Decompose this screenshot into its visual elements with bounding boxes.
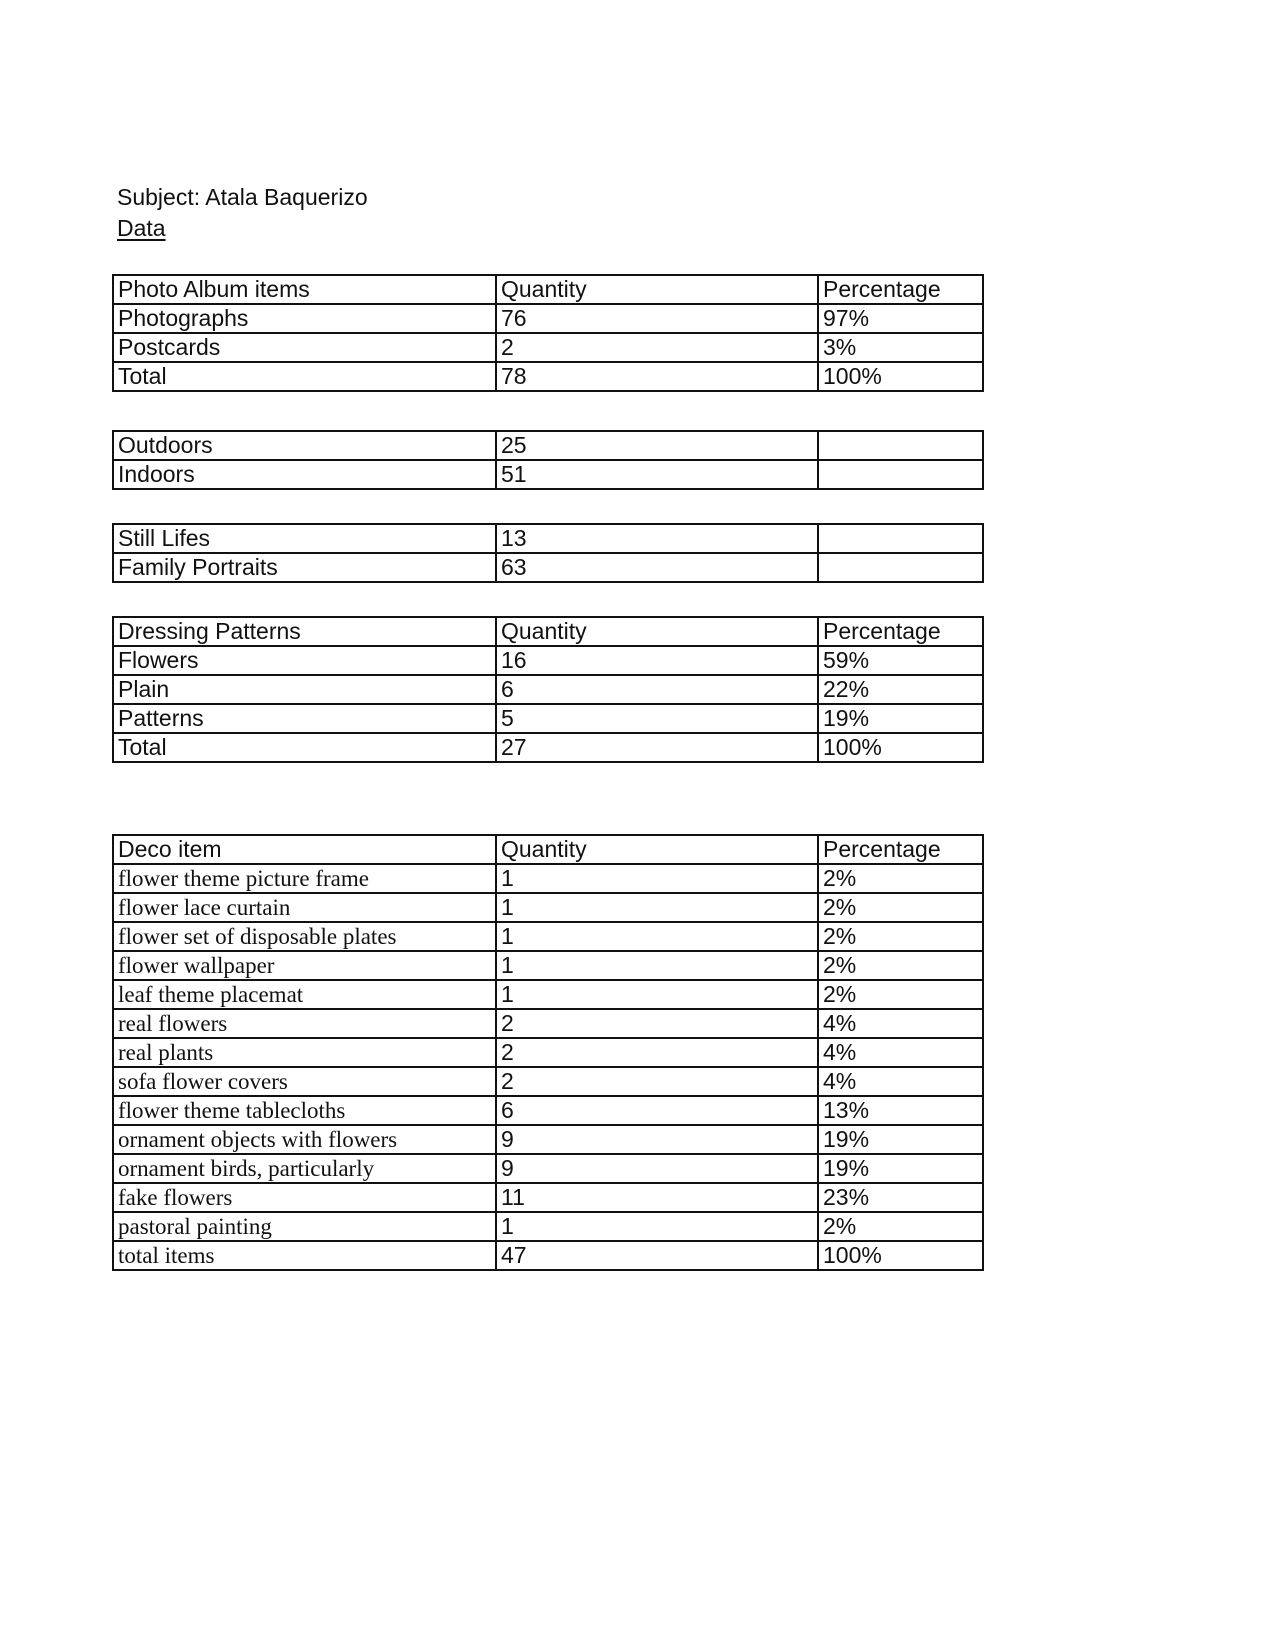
table-cell: 19% (818, 704, 983, 733)
table-cell: leaf theme placemat (113, 980, 496, 1009)
table-row (113, 333, 983, 362)
table-header-row (113, 835, 983, 864)
subject-line: Subject: Atala Baquerizo (117, 184, 368, 210)
table-cell: 4% (818, 1009, 983, 1038)
table-row (113, 980, 983, 1009)
table-cell: Total (113, 733, 496, 762)
table-cell: 2% (818, 1212, 983, 1241)
table-header-row (113, 617, 983, 646)
table-cell: Postcards (113, 333, 496, 362)
table-cell: real plants (113, 1038, 496, 1067)
table-cell: Plain (113, 675, 496, 704)
table-row (113, 675, 983, 704)
table-cell: Patterns (113, 704, 496, 733)
table-cell: flower wallpaper (113, 951, 496, 980)
table-cell: 100% (818, 1241, 983, 1270)
table-cell: 22% (818, 675, 983, 704)
table-cell: flower set of disposable plates (113, 922, 496, 951)
table-row (113, 1212, 983, 1241)
table-cell: 76 (496, 304, 818, 333)
table-cell: 2 (496, 1067, 818, 1096)
table-cell: 9 (496, 1154, 818, 1183)
data-heading: Data (117, 215, 166, 241)
table-cell: 100% (818, 362, 983, 391)
table-cell: total items (113, 1241, 496, 1270)
table-cell: 51 (496, 460, 818, 489)
header-cell: Quantity (496, 835, 818, 864)
table-cell: Family Portraits (113, 553, 496, 582)
table-cell: 19% (818, 1125, 983, 1154)
table-cell: flower theme picture frame (113, 864, 496, 893)
table-row (113, 1241, 983, 1270)
table-cell: ornament birds, particularly (113, 1154, 496, 1183)
table-cell: 13% (818, 1096, 983, 1125)
table-cell: Photographs (113, 304, 496, 333)
table-row (113, 362, 983, 391)
header-cell: Photo Album items (113, 275, 496, 304)
table-cell: Indoors (113, 460, 496, 489)
table-row (113, 733, 983, 762)
header-cell: Percentage (818, 275, 983, 304)
document-header (117, 182, 368, 244)
table-row (113, 646, 983, 675)
table-cell: 1 (496, 951, 818, 980)
table-cell: 27 (496, 733, 818, 762)
header-cell: Quantity (496, 617, 818, 646)
table-cell (818, 431, 983, 460)
table-cell: 4% (818, 1038, 983, 1067)
table-cell: 1 (496, 980, 818, 1009)
table-cell (818, 524, 983, 553)
table-cell: 6 (496, 675, 818, 704)
table-cell: 4% (818, 1067, 983, 1096)
table-row (113, 524, 983, 553)
table-row (113, 922, 983, 951)
dressing-patterns-table (112, 616, 984, 763)
table-cell: Flowers (113, 646, 496, 675)
table-cell: 59% (818, 646, 983, 675)
table-cell: 47 (496, 1241, 818, 1270)
table-cell: fake flowers (113, 1183, 496, 1212)
table-row (113, 1009, 983, 1038)
table-cell: 2% (818, 980, 983, 1009)
table-cell: Total (113, 362, 496, 391)
table-cell: Outdoors (113, 431, 496, 460)
table-row (113, 1125, 983, 1154)
table-cell: 6 (496, 1096, 818, 1125)
genre-table (112, 523, 984, 583)
table-row (113, 553, 983, 582)
table-row (113, 1154, 983, 1183)
photo-album-table (112, 274, 984, 392)
table-cell: 100% (818, 733, 983, 762)
table-row (113, 1183, 983, 1212)
header-cell: Deco item (113, 835, 496, 864)
table-row (113, 893, 983, 922)
table-cell: 97% (818, 304, 983, 333)
table-row (113, 304, 983, 333)
table-cell: 25 (496, 431, 818, 460)
table-cell: 16 (496, 646, 818, 675)
table-cell: sofa flower covers (113, 1067, 496, 1096)
table-cell: flower lace curtain (113, 893, 496, 922)
header-cell: Percentage (818, 617, 983, 646)
header-cell: Percentage (818, 835, 983, 864)
table-cell: 1 (496, 922, 818, 951)
table-cell: 11 (496, 1183, 818, 1212)
table-cell: 9 (496, 1125, 818, 1154)
table-cell: 3% (818, 333, 983, 362)
table-cell (818, 460, 983, 489)
header-cell: Quantity (496, 275, 818, 304)
table-cell: 23% (818, 1183, 983, 1212)
table-cell: 1 (496, 864, 818, 893)
table-row (113, 1067, 983, 1096)
table-cell: 2% (818, 893, 983, 922)
table-cell: pastoral painting (113, 1212, 496, 1241)
table-cell: 1 (496, 1212, 818, 1241)
table-cell: flower theme tablecloths (113, 1096, 496, 1125)
table-row (113, 1038, 983, 1067)
table-cell: 78 (496, 362, 818, 391)
table-cell: 2 (496, 1038, 818, 1067)
table-cell: 2 (496, 1009, 818, 1038)
table-cell: 2% (818, 922, 983, 951)
table-cell: 63 (496, 553, 818, 582)
table-cell: 2% (818, 864, 983, 893)
table-cell: 1 (496, 893, 818, 922)
table-row (113, 704, 983, 733)
table-cell (818, 553, 983, 582)
table-header-row (113, 275, 983, 304)
deco-items-table (112, 834, 984, 1271)
table-cell: 2 (496, 333, 818, 362)
table-cell: 5 (496, 704, 818, 733)
table-row (113, 1096, 983, 1125)
table-cell: real flowers (113, 1009, 496, 1038)
table-cell: 13 (496, 524, 818, 553)
table-row (113, 864, 983, 893)
table-cell: 2% (818, 951, 983, 980)
header-cell: Dressing Patterns (113, 617, 496, 646)
table-cell: Still Lifes (113, 524, 496, 553)
table-row (113, 951, 983, 980)
table-row (113, 460, 983, 489)
table-row (113, 431, 983, 460)
table-cell: 19% (818, 1154, 983, 1183)
location-table (112, 430, 984, 490)
table-cell: ornament objects with flowers (113, 1125, 496, 1154)
